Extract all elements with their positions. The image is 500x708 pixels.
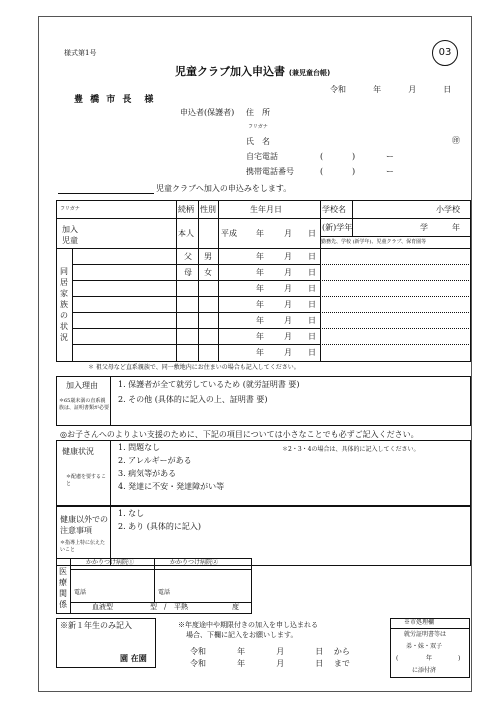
office-line-1: 就労証明書等は — [404, 631, 447, 638]
midyear-end-year-label: 年 — [237, 659, 246, 668]
clinic-2-input[interactable] — [158, 575, 252, 586]
family-year: 年 — [256, 316, 264, 325]
reason-note: ＊65歳未満の直系親族は、証明書類が必要 — [59, 398, 110, 411]
rule — [70, 569, 252, 570]
midyear-end-month-input[interactable] — [248, 656, 274, 667]
date-era: 令和 — [330, 85, 346, 94]
rule — [320, 280, 471, 281]
title-text: 児童クラブ加入申込書 — [175, 65, 285, 78]
family-day: 日 — [308, 284, 316, 293]
midyear-start-day-input[interactable] — [287, 644, 313, 655]
health-option[interactable]: 2. アレルギーがある — [118, 456, 192, 465]
family-day: 日 — [308, 316, 316, 325]
rule — [72, 296, 320, 297]
family-name-input[interactable] — [76, 284, 176, 295]
rule — [218, 200, 219, 362]
badge-number: 03 — [438, 47, 452, 58]
rule — [72, 248, 73, 362]
date-month-input[interactable] — [384, 82, 406, 93]
form-number-badge — [432, 40, 458, 66]
clinic-1-input[interactable] — [74, 575, 154, 586]
rule — [320, 200, 321, 362]
health-aside: ＊2・3・4の場合は、具体的に記入してください。 — [282, 446, 420, 453]
health-option[interactable]: 3. 病気等がある — [118, 469, 177, 478]
date-day-input[interactable] — [419, 82, 441, 93]
midyear-end-month-label: 月 — [276, 659, 285, 668]
other-notes-option[interactable]: 2. あり (具体的に記入) — [118, 522, 201, 531]
home-phone-label: 自宅電話 — [246, 152, 278, 161]
midyear-end-suffix: まで — [333, 659, 350, 668]
first-grade-icon: ※ — [60, 621, 68, 630]
application-date — [330, 82, 451, 94]
rule — [198, 200, 199, 362]
temp-separator: / — [164, 603, 167, 611]
addressee: 豊 橋 市 長 様 — [74, 95, 156, 105]
first-grade-title-text: 新１年生のみ記入 — [68, 621, 132, 630]
date-year-label: 年 — [373, 85, 382, 94]
reason-option[interactable]: 2. その他 (具体的に記入の上、証明書 要) — [118, 395, 268, 404]
family-month: 月 — [284, 316, 292, 325]
family-year: 年 — [256, 268, 264, 277]
family-name-input[interactable] — [76, 300, 176, 311]
rule — [154, 558, 155, 602]
midyear-note — [178, 620, 318, 640]
clinic-2-label: かかりつけ病院② — [170, 559, 219, 566]
seal-mark: ㊞ — [452, 136, 460, 145]
family-year: 年 — [256, 332, 264, 341]
family-month: 月 — [284, 268, 292, 277]
family-year: 年 — [256, 300, 264, 309]
address-input[interactable] — [280, 108, 464, 119]
date-month-label: 月 — [408, 85, 417, 94]
mobile-phone-close: ) — [352, 167, 356, 176]
family-sex: 男 — [204, 252, 212, 261]
office-line-2: 弟・妹・双子 — [406, 643, 443, 650]
reason-label: 加入理由 — [66, 381, 98, 390]
midyear-start-month-label: 月 — [276, 647, 285, 656]
midyear-start-month-input[interactable] — [248, 644, 274, 655]
family-note: ＊ 祖父母など直系親族で、同一敷地内にお住まいの場合も記入してください。 — [88, 364, 300, 371]
family-relation: 母 — [184, 268, 192, 277]
title-note: (兼児童台帳) — [288, 69, 331, 77]
family-year: 年 — [256, 252, 264, 261]
temp-label: 平熱 — [174, 603, 188, 611]
school-suffix: 小学校 — [436, 205, 460, 214]
family-label: 同居家族の状況 — [60, 267, 68, 342]
relation-header: 続柄 — [178, 205, 194, 214]
family-day: 日 — [308, 348, 316, 357]
rule — [70, 558, 71, 614]
temp-unit: 度 — [232, 603, 239, 611]
family-month: 月 — [284, 284, 292, 293]
applicant-name-input[interactable] — [280, 137, 444, 148]
rule — [320, 312, 471, 313]
child-name-input[interactable] — [90, 229, 174, 240]
grade-label: (新)学年 — [322, 223, 353, 232]
family-name-input[interactable] — [76, 348, 176, 359]
child-birth-day: 日 — [308, 229, 316, 238]
rule — [72, 264, 320, 265]
first-grade-title — [60, 622, 132, 630]
rule — [390, 628, 470, 629]
family-year: 年 — [256, 348, 264, 357]
health-note: ＊配慮を要すること — [66, 474, 107, 487]
intent-text: 児童クラブへ加入の申込みをします。 — [156, 184, 292, 193]
family-name-input[interactable] — [76, 316, 176, 327]
midyear-start-suffix: から — [333, 647, 350, 656]
clinic-2-phone-label: 電話 — [158, 589, 171, 596]
family-day: 日 — [308, 252, 316, 261]
child-birth-year: 年 — [256, 229, 264, 238]
child-label-text: 加入 児童 — [62, 225, 78, 245]
form-title — [175, 66, 330, 77]
midyear-start-year-label: 年 — [237, 647, 246, 656]
clinic-1-phone-label: 電話 — [74, 589, 87, 596]
midyear-start — [190, 644, 350, 656]
family-month: 月 — [284, 332, 292, 341]
midyear-note-line-1 — [178, 620, 318, 630]
home-phone-dash: ー — [386, 152, 394, 161]
form-number: 様式第1号 — [64, 49, 97, 57]
clinic-1-label: かかりつけ病院① — [86, 559, 135, 566]
other-notes-label: 健康以外での注意事項 — [60, 515, 108, 535]
home-phone-input[interactable] — [326, 152, 430, 163]
family-name-input[interactable] — [76, 332, 176, 343]
family-day: 日 — [308, 332, 316, 341]
rule — [176, 200, 177, 362]
office-title — [404, 620, 434, 626]
mobile-phone-input[interactable] — [326, 167, 430, 178]
intent-child-name-input[interactable] — [60, 183, 156, 194]
home-phone-close: ) — [352, 152, 356, 161]
midyear-icon: ※ — [178, 621, 185, 629]
family-sex: 女 — [204, 268, 212, 277]
family-year: 年 — [256, 284, 264, 293]
home-phone-open: ( — [320, 152, 324, 161]
date-day-label: 日 — [443, 85, 452, 94]
family-day: 日 — [308, 268, 316, 277]
furigana-label: フリガナ — [248, 124, 268, 130]
midyear-end-year-input[interactable] — [209, 656, 235, 667]
rule — [72, 312, 320, 313]
office-line-3-year: 年 — [426, 655, 433, 662]
rule — [320, 344, 471, 345]
reason-option[interactable]: 1. 保護者が全て就労しているため (就労証明書 要) — [118, 380, 300, 389]
child-furigana-input[interactable] — [90, 204, 174, 215]
kindergarten-input[interactable] — [60, 654, 124, 665]
office-title-text: 市処理欄 — [410, 619, 435, 626]
rule — [110, 376, 111, 426]
kindergarten-label: 園 在園 — [120, 654, 147, 663]
midyear-end-day-input[interactable] — [287, 656, 313, 667]
other-notes-option[interactable]: 1. なし — [118, 509, 145, 518]
mobile-phone-label: 携帯電話番号 — [246, 167, 294, 176]
applicant-label: 申込者(保護者) — [180, 108, 235, 117]
family-day: 日 — [308, 300, 316, 309]
rule — [72, 280, 320, 281]
school-header: 学校名 — [322, 205, 346, 214]
rule — [56, 248, 471, 249]
office-icon: ※ — [404, 619, 411, 626]
rule — [320, 218, 471, 219]
date-year-input[interactable] — [349, 82, 371, 93]
other-notes-note: ＊指導上特に伝えたいこと — [60, 540, 106, 553]
midyear-end-era: 令和 — [190, 659, 206, 668]
blood-type-unit: 型 — [150, 603, 157, 611]
rule — [56, 218, 320, 219]
child-birth-month: 月 — [284, 229, 292, 238]
office-line-3 — [396, 656, 466, 662]
rule — [320, 328, 471, 329]
grade-suffix: 年 — [452, 223, 460, 232]
health-label: 健康状況 — [62, 447, 94, 456]
rule — [320, 296, 471, 297]
family-name-input[interactable] — [76, 268, 176, 279]
commute-note: 勤務先、学校 (新学年)、児童クラブ、保育園等 — [321, 239, 427, 245]
office-line-4: に添付済 — [412, 667, 437, 674]
child-relation: 本人 — [178, 229, 194, 238]
health-option[interactable]: 1. 問題なし — [118, 443, 161, 452]
birth-header: 生年月日 — [250, 205, 282, 214]
grade-label-2: 学 — [420, 223, 428, 232]
mobile-phone-dash: ー — [386, 167, 394, 176]
child-label — [62, 224, 82, 246]
medical-label: 医療関係 — [59, 567, 67, 609]
blood-label: 血液型 — [92, 603, 113, 611]
office-line-3-close: ) — [458, 655, 461, 662]
family-name-input[interactable] — [76, 252, 176, 263]
rule — [320, 264, 471, 265]
office-line-3-open: ( — [396, 655, 399, 662]
family-month: 月 — [284, 348, 292, 357]
child-birth-era: 平成 — [221, 229, 237, 238]
health-option[interactable]: 4. 発達に不安・発達障がい等 — [118, 482, 225, 491]
support-notice: ◎お子さんへのよりよい支援のために、下記の項目については小さなことでも必ずご記入ください。 — [60, 430, 419, 439]
family-relation: 父 — [184, 252, 192, 261]
child-furigana-label: フリガナ — [60, 206, 80, 212]
midyear-end — [190, 656, 350, 668]
family-month: 月 — [284, 252, 292, 261]
midyear-start-day-label: 日 — [315, 647, 324, 656]
address-label: 住 所 — [246, 108, 270, 117]
midyear-start-era: 令和 — [190, 647, 206, 656]
sex-header: 性別 — [200, 205, 216, 214]
rule — [320, 236, 471, 237]
rule — [72, 328, 320, 329]
rule — [72, 344, 320, 345]
family-month: 月 — [284, 300, 292, 309]
midyear-note-text-1: 年度途中や期限付きの加入を申し込まれる — [185, 621, 318, 629]
midyear-end-day-label: 日 — [315, 659, 324, 668]
midyear-note-line-2: 場合、下欄に記入をお願いします。 — [186, 631, 298, 639]
midyear-start-year-input[interactable] — [209, 644, 235, 655]
name-label: 氏 名 — [246, 137, 270, 146]
school-name-input[interactable] — [356, 205, 436, 216]
mobile-phone-open: ( — [320, 167, 324, 176]
